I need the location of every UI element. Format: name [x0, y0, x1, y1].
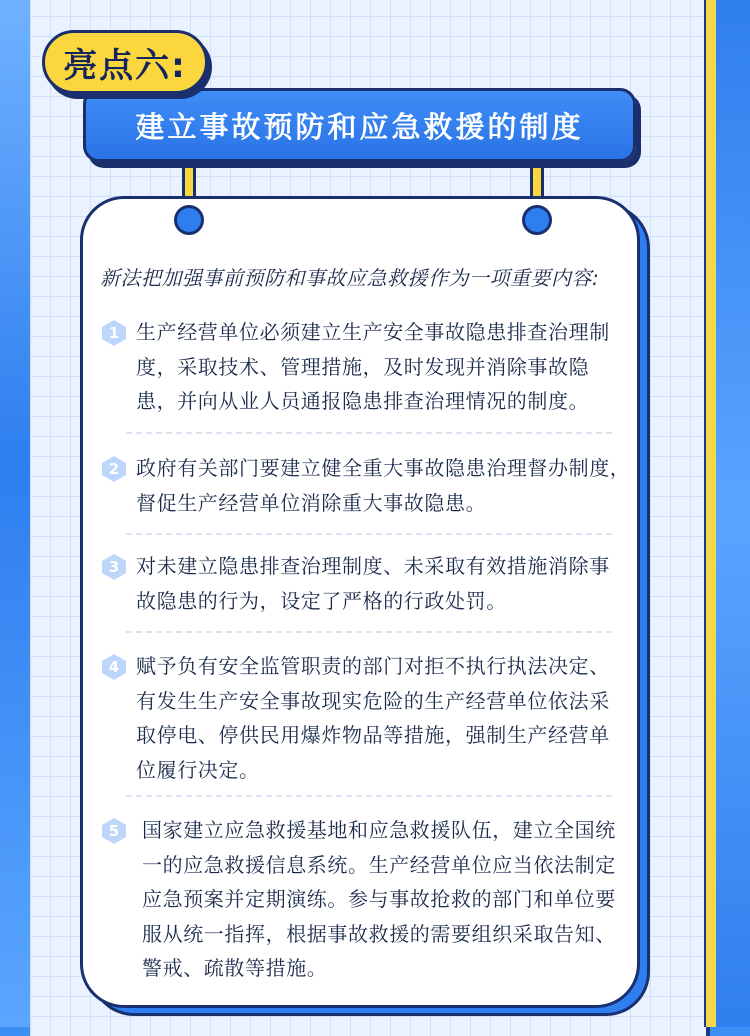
number-badge — [100, 553, 128, 581]
section-title-banner: 建立事故预防和应急救援的制度 — [83, 88, 636, 162]
text-line: 督促生产经营单位消除重大事故隐患。 — [136, 490, 487, 515]
hanging-ring-left-icon — [174, 205, 204, 235]
yellow-edge-decor — [704, 0, 716, 1027]
highlight-tag: 亮点六: — [42, 30, 208, 94]
dashed-divider — [126, 795, 612, 797]
intro-text: 新法把加强事前预防和事故应急救援作为一项重要内容: — [100, 266, 600, 290]
list-item-text — [136, 549, 610, 618]
number-badge — [100, 319, 128, 347]
text-line: 政府有关部门要建立健全重大事故隐患治理督办制度， — [136, 456, 631, 480]
text-line: 赋予负有安全监管职责的部门对拒不执行执法决定、 — [136, 654, 610, 678]
list-item-text — [136, 451, 630, 520]
text-line: 国家建立应急救援基地和应急救援队伍，建立全国统 — [142, 818, 616, 842]
number-badge-label: 3 — [108, 558, 120, 576]
number-badge-label: 1 — [108, 324, 120, 342]
dashed-divider — [126, 432, 612, 434]
number-badge-label: 5 — [108, 822, 120, 840]
left-decor-strip — [0, 0, 30, 1027]
dashed-divider — [126, 631, 612, 633]
text-line: 患，并向从业人员通报隐患排查治理情况的制度。 — [136, 389, 590, 413]
text-line: 警戒、疏散等措施。 — [142, 956, 328, 980]
hanging-ring-right-icon — [522, 205, 552, 235]
dashed-divider — [126, 533, 612, 535]
number-badge — [100, 817, 128, 845]
list-item — [100, 549, 630, 618]
text-line: 应急预案并定期演练。参与事故抢救的部门和单位要 — [142, 887, 616, 911]
text-line: 服从统一指挥，根据事故救援的需要组织采取告知、 — [142, 921, 616, 946]
number-badge-label: 2 — [108, 460, 120, 478]
list-item-text — [136, 315, 610, 419]
list-item-text — [136, 649, 610, 787]
right-decor-strip — [712, 0, 750, 1027]
list-item — [100, 451, 640, 520]
number-badge-label: 4 — [108, 658, 120, 676]
list-item — [100, 813, 630, 986]
text-line: 有发生生产安全事故现实危险的生产经营单位依法采 — [136, 688, 610, 713]
number-badge — [100, 455, 128, 483]
list-item-text — [136, 813, 616, 986]
number-badge — [100, 653, 128, 681]
text-line: 取停电、停供民用爆炸物品等措施，强制生产经营单 — [136, 723, 610, 747]
text-line: 故隐患的行为，设定了严格的行政处罚。 — [136, 588, 507, 613]
text-line: 位履行决定。 — [136, 757, 260, 782]
text-line: 一的应急救援信息系统。生产经营单位应当依法制定 — [142, 852, 616, 877]
list-item — [100, 649, 630, 787]
list-item — [100, 315, 630, 419]
text-line: 对未建立隐患排查治理制度、未采取有效措施消除事 — [136, 554, 610, 578]
text-line: 度，采取技术、管理措施，及时发现并消除事故隐 — [136, 354, 590, 379]
text-line: 生产经营单位必须建立生产安全事故隐患排查治理制 — [136, 320, 610, 344]
